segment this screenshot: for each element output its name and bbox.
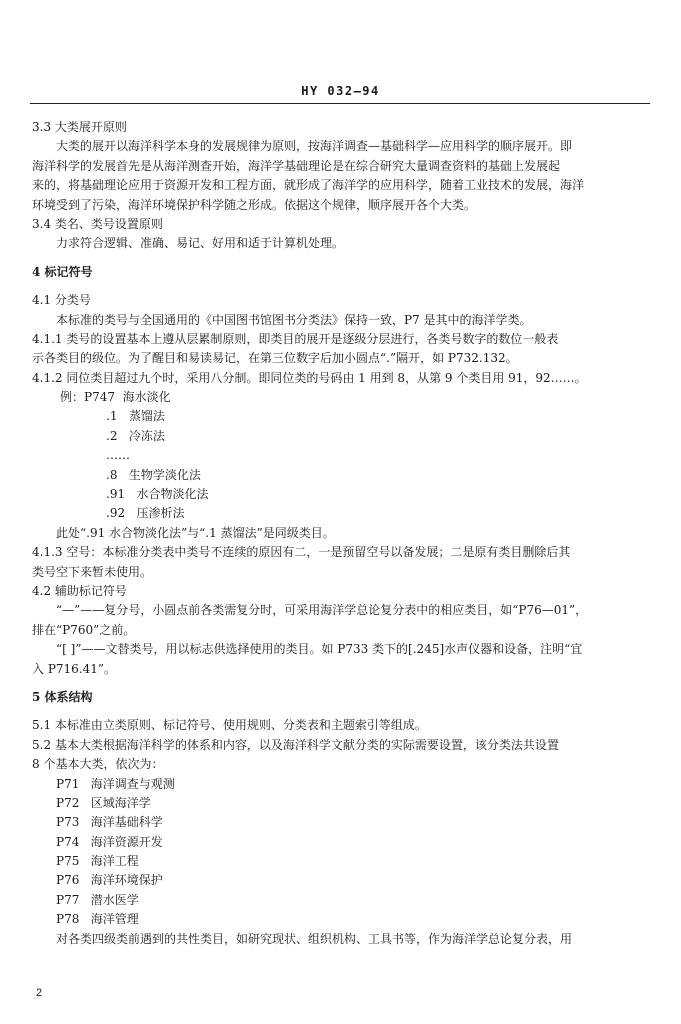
item-name: 冷冻法 <box>128 428 165 443</box>
class-list-item <box>32 910 620 929</box>
class-name: 海洋资源开发 <box>90 834 163 849</box>
section-5-heading: 5 体系结构 <box>32 689 93 704</box>
example-label: 例： <box>60 390 85 405</box>
paragraph-line: 对各类四级类前遇到的共性类目，如研究现状、组织机构、工具书等，作为海洋学总论复分表，用 <box>56 931 573 946</box>
class-code: P72 <box>56 795 80 810</box>
section-3-4-title: 3.4 类名、类号设置原则 <box>32 216 163 231</box>
paragraph-line: 大类的展开以海洋科学本身的发展规律为原则，按海洋调查—基础科学—应用科学的顺序展开。即 <box>56 139 573 154</box>
example-item <box>32 446 620 465</box>
example-item <box>32 485 620 504</box>
item-code: .92 <box>106 506 126 521</box>
paragraph-line: 5.1 本标准由立类原则、标记符号、使用规则、分类表和主题索引等组成。 <box>32 718 427 733</box>
paragraph-line: 环境受到了污染，海洋环境保护科学随之形成。依据这个规律，顺序展开各个大类。 <box>32 197 477 212</box>
paragraph-line: “[ ]”——文替类号，用以标志供选择使用的类目。如 P733 类下的[.245]水声仪器和设备，注明“宜 <box>56 642 583 657</box>
example-line <box>32 388 620 407</box>
class-name: 潜水医学 <box>90 892 139 907</box>
paragraph-line: 入 P716.41”。 <box>32 661 117 676</box>
class-code: P77 <box>56 892 80 907</box>
paragraph-line: 8 个基本大类，依次为： <box>32 757 164 772</box>
class-list-item <box>32 891 620 910</box>
page-number: 2 <box>36 987 43 999</box>
paragraph-line: 4.1.2 同位类目超过九个时，采用八分制。即同位类的号码由 1 用到 8，从第 9 个类目用 91，92……。 <box>32 370 587 385</box>
document-body <box>32 118 620 949</box>
paragraph-line: “—”——复分号，小圆点前各类需复分时，可采用海洋学总论复分表中的相应类目，如“P76—01”， <box>56 603 588 618</box>
example-item <box>32 407 620 426</box>
item-code: …… <box>106 448 130 463</box>
class-list-item <box>32 833 620 852</box>
header-rule <box>30 103 650 104</box>
paragraph-line: 5.2 基本大类根据海洋科学的体系和内容，以及海洋科学文献分类的实际需要设置，该分类法共设置 <box>32 737 559 752</box>
example-name: 海水淡化 <box>122 390 171 405</box>
class-list-item <box>32 871 620 890</box>
item-name: 生物学淡化法 <box>128 467 201 482</box>
section-4-2-title: 4.2 辅助标记符号 <box>32 583 127 598</box>
class-code: P71 <box>56 776 80 791</box>
class-name: 海洋管理 <box>90 912 139 927</box>
section-3-3-title: 3.3 大类展开原则 <box>32 120 127 134</box>
paragraph-line: 示各类目的级位。为了醒目和易读易记，在第三位数字后加小圆点“.”隔开，如 P732.132。 <box>32 351 518 366</box>
paragraph-line: 本标准的类号与全国通用的《中国图书馆图书分类法》保持一致，P7 是其中的海洋学类。 <box>56 312 532 327</box>
class-code: P75 <box>56 854 80 869</box>
class-list-item <box>32 775 620 794</box>
class-list-item <box>32 794 620 813</box>
item-code: .91 <box>106 487 126 502</box>
example-code: P747 <box>84 390 115 405</box>
class-name: 海洋工程 <box>90 854 139 869</box>
class-code: P76 <box>56 873 80 888</box>
class-name: 区域海洋学 <box>90 795 151 810</box>
item-name: 水合物淡化法 <box>136 487 209 502</box>
paragraph-line: 海洋科学的发展首先是从海洋测查开始，海洋学基础理论是在综合研究大量调查资料的基础上发展起 <box>32 158 561 173</box>
section-4-1-title: 4.1 分类号 <box>32 293 91 308</box>
section-4-heading: 4 标记符号 <box>32 264 93 279</box>
item-name: 蒸馏法 <box>128 409 165 424</box>
item-code: .8 <box>106 467 118 482</box>
paragraph-line: 排在“P760”之前。 <box>32 622 136 637</box>
class-code: P78 <box>56 912 80 927</box>
paragraph-line: 力求符合逻辑、准确、易记、好用和适于计算机处理。 <box>56 236 345 251</box>
paragraph-line: 4.1.3 空号：本标准分类表中类号不连续的原因有二，一是预留空号以备发展；二是原有类目删除后其 <box>32 545 571 560</box>
standard-code-header: HY 032—94 <box>301 84 380 98</box>
example-item <box>32 466 620 485</box>
paragraph-line: 4.1.1 类号的设置基本上遵从层累制原则，即类目的展开是逐级分层进行，各类号数字的数位一般表 <box>32 331 559 346</box>
paragraph-line: 类号空下来暂未使用。 <box>32 564 153 579</box>
class-name: 海洋调查与观测 <box>90 776 175 791</box>
example-item <box>32 427 620 446</box>
class-list-item <box>32 852 620 871</box>
item-code: .2 <box>106 428 118 443</box>
item-code: .1 <box>106 409 118 424</box>
class-code: P74 <box>56 834 80 849</box>
class-name: 海洋基础科学 <box>90 815 163 830</box>
class-name: 海洋环境保护 <box>90 873 163 888</box>
example-note: 此处“.91 水合物淡化法”与“.1 蒸馏法”是同级类目。 <box>56 525 335 540</box>
item-name: 压渗析法 <box>136 506 185 521</box>
class-code: P73 <box>56 815 80 830</box>
paragraph-line: 来的，将基础理论应用于资源开发和工程方面，就形成了海洋学的应用科学，随着工业技术的发展，海洋 <box>32 178 585 193</box>
example-item <box>32 504 620 523</box>
class-list-item <box>32 813 620 832</box>
